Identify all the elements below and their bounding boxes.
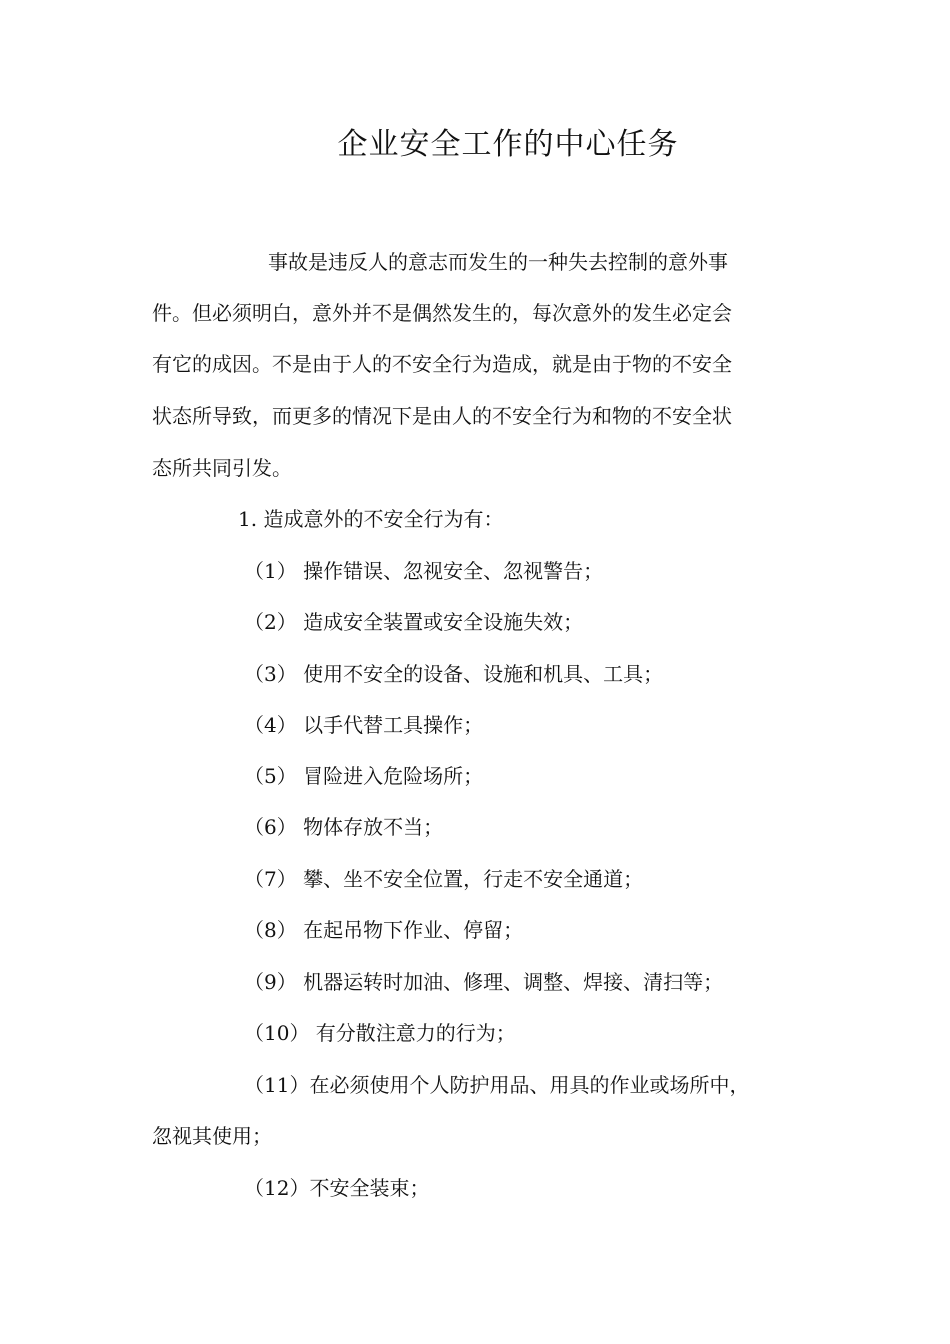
list-item: （8） 在起吊物下作业、停留； [244, 918, 524, 942]
paragraph-line: 事故是违反人的意志而发生的一种失去控制的意外事 [268, 250, 728, 274]
list-item-continuation: 忽视其使用； [152, 1124, 272, 1148]
list-item: （6） 物体存放不当； [244, 815, 444, 839]
paragraph-line: 件。但必须明白，意外并不是偶然发生的，每次意外的发生必定会 [152, 301, 732, 325]
paragraph-line: 状态所导致，而更多的情况下是由人的不安全行为和物的不安全状 [152, 404, 732, 428]
list-item: （5） 冒险进入危险场所； [244, 764, 484, 788]
list-item: （4） 以手代替工具操作； [244, 713, 484, 737]
paragraph-line: 有它的成因。不是由于人的不安全行为造成，就是由于物的不安全 [152, 352, 732, 376]
list-item: （9） 机器运转时加油、修理、调整、焊接、清扫等； [244, 970, 724, 994]
paragraph-line: 态所共同引发。 [152, 456, 292, 480]
page-title: 企业安全工作的中心任务 [337, 127, 679, 162]
list-item: （1） 操作错误、忽视安全、忽视警告； [244, 559, 604, 583]
list-item: （11）在必须使用个人防护用品、用具的作业或场所中， [244, 1073, 750, 1097]
list-item: （2） 造成安全装置或安全设施失效； [244, 610, 584, 634]
section-heading: 1. 造成意外的不安全行为有： [238, 507, 504, 531]
list-item: （3） 使用不安全的设备、设施和机具、工具； [244, 662, 664, 686]
list-item: （10） 有分散注意力的行为； [244, 1021, 516, 1045]
list-item: （7） 攀、坐不安全位置，行走不安全通道； [244, 867, 644, 891]
list-item: （12）不安全装束； [244, 1176, 430, 1200]
